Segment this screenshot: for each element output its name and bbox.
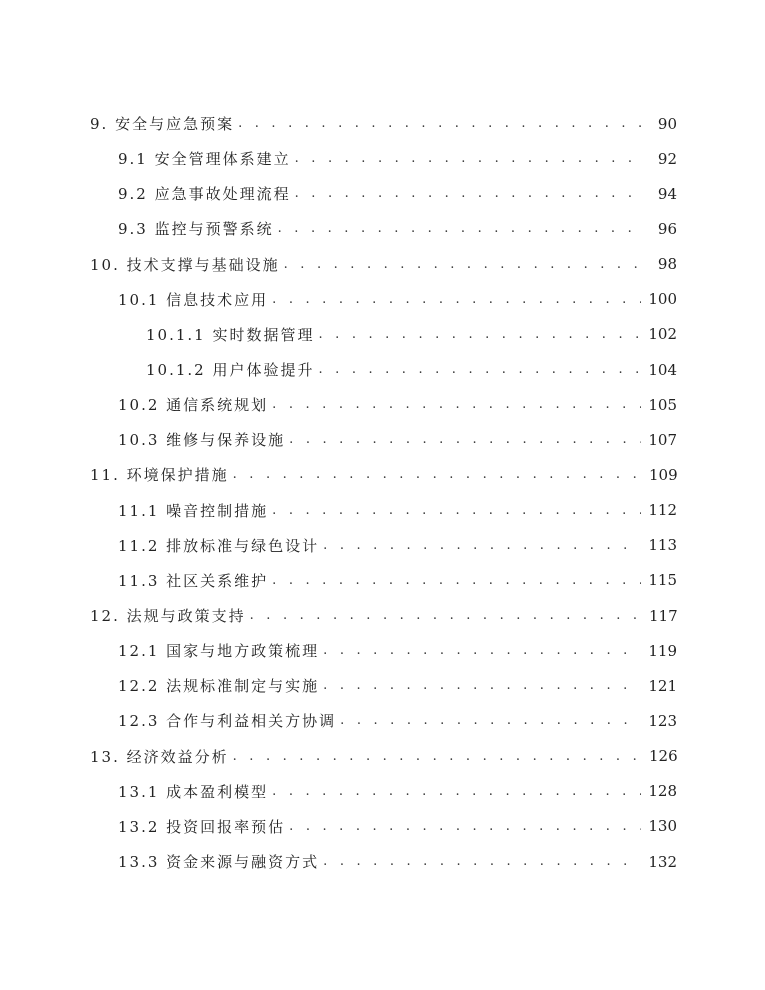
toc-dot-leader (272, 573, 641, 588)
toc-entry-title: 11.2 排放标准与绿色设计 (118, 536, 320, 555)
toc-dot-leader (250, 608, 645, 623)
toc-entry-page: 112 (648, 501, 677, 520)
toc-entry-page: 109 (649, 465, 678, 484)
toc-entry-12-2[interactable] (0, 668, 765, 703)
toc-entry-9-3[interactable] (0, 211, 765, 246)
toc-entry-10-3[interactable] (0, 422, 765, 457)
toc-entry-title: 11.1 噪音控制措施 (118, 501, 269, 520)
toc-entry-title: 12.2 法规标准制定与实施 (118, 677, 320, 696)
toc-entry-10-2[interactable] (0, 387, 765, 422)
toc-dot-leader (272, 397, 641, 412)
toc-dot-leader (238, 116, 645, 131)
toc-entry-page: 104 (648, 360, 677, 379)
toc-entry-page: 119 (648, 641, 677, 660)
toc-entry-title: 10.1.2 用户体验提升 (146, 361, 315, 380)
toc-entry-title: 9.1 安全管理体系建立 (118, 150, 291, 169)
toc-entry-page: 130 (648, 817, 677, 836)
toc-entry-12-3[interactable] (0, 703, 765, 738)
toc-entry-title: 11. 环境保护措施 (90, 466, 229, 485)
toc-entry-page: 121 (648, 676, 677, 695)
toc-entry-12[interactable] (0, 598, 765, 633)
toc-dot-leader (284, 257, 645, 272)
toc-entry-title: 12. 法规与政策支持 (90, 607, 246, 626)
toc-entry-page: 90 (657, 114, 677, 133)
toc-entry-page: 94 (657, 184, 677, 203)
toc-entry-9-2[interactable] (0, 176, 765, 211)
toc-entry-page: 128 (648, 782, 677, 801)
toc-entry-title: 9.2 应急事故处理流程 (118, 185, 291, 204)
toc-entry-title: 12.1 国家与地方政策梳理 (118, 642, 320, 661)
toc-entry-title: 11.3 社区关系维护 (118, 571, 269, 590)
toc-dot-leader (323, 643, 641, 658)
toc-entry-page: 96 (657, 219, 677, 238)
toc-entry-page: 113 (648, 536, 677, 555)
toc-dot-leader (278, 221, 641, 236)
toc-entry-12-1[interactable] (0, 633, 765, 668)
toc-entry-title: 12.3 合作与利益相关方协调 (118, 712, 337, 731)
toc-entry-page: 123 (648, 711, 677, 730)
toc-entry-13-3[interactable] (0, 844, 765, 879)
toc-dot-leader (272, 784, 641, 799)
toc-dot-leader (233, 467, 645, 482)
toc-entry-page: 100 (648, 290, 677, 309)
toc-entry-title: 9. 安全与应急预案 (90, 115, 235, 134)
toc-entry-13-1[interactable] (0, 774, 765, 809)
toc-dot-leader (323, 678, 641, 693)
table-of-contents (0, 106, 765, 879)
toc-entry-10-1-1[interactable] (0, 317, 765, 352)
toc-entry-page: 105 (648, 395, 677, 414)
toc-dot-leader (289, 819, 641, 834)
toc-entry-13[interactable] (0, 739, 765, 774)
toc-entry-title: 13. 经济效益分析 (90, 747, 229, 766)
toc-entry-page: 102 (648, 325, 677, 344)
toc-entry-title: 13.2 投资回报率预估 (118, 817, 286, 836)
toc-entry-10[interactable] (0, 247, 765, 282)
toc-dot-leader (295, 186, 641, 201)
toc-entry-10-1-2[interactable] (0, 352, 765, 387)
toc-entry-11-2[interactable] (0, 528, 765, 563)
toc-entry-11-1[interactable] (0, 493, 765, 528)
toc-dot-leader (318, 327, 641, 342)
toc-entry-title: 10.1 信息技术应用 (118, 290, 269, 309)
toc-dot-leader (318, 362, 641, 377)
toc-entry-page: 98 (657, 255, 677, 274)
toc-dot-leader (323, 854, 641, 869)
toc-entry-page: 115 (648, 571, 677, 590)
toc-entry-page: 132 (648, 852, 677, 871)
toc-dot-leader (272, 292, 641, 307)
toc-entry-title: 10. 技术支撑与基础设施 (90, 255, 280, 274)
toc-entry-page: 117 (649, 606, 678, 625)
toc-entry-title: 13.3 资金来源与融资方式 (118, 853, 320, 872)
toc-dot-leader (340, 713, 641, 728)
toc-entry-11[interactable] (0, 457, 765, 492)
toc-entry-13-2[interactable] (0, 809, 765, 844)
toc-entry-10-1[interactable] (0, 282, 765, 317)
toc-entry-title: 10.2 通信系统规划 (118, 396, 269, 415)
toc-entry-page: 126 (649, 747, 678, 766)
toc-dot-leader (233, 749, 645, 764)
toc-dot-leader (295, 151, 641, 166)
toc-entry-page: 92 (657, 149, 677, 168)
toc-dot-leader (272, 503, 641, 518)
toc-entry-9[interactable] (0, 106, 765, 141)
toc-entry-11-3[interactable] (0, 563, 765, 598)
toc-dot-leader (289, 432, 641, 447)
toc-entry-title: 10.3 维修与保养设施 (118, 431, 286, 450)
toc-entry-title: 9.3 监控与预警系统 (118, 220, 274, 239)
toc-entry-page: 107 (648, 430, 677, 449)
toc-entry-9-1[interactable] (0, 141, 765, 176)
toc-entry-title: 13.1 成本盈利模型 (118, 782, 269, 801)
toc-dot-leader (323, 538, 641, 553)
toc-entry-title: 10.1.1 实时数据管理 (146, 325, 315, 344)
